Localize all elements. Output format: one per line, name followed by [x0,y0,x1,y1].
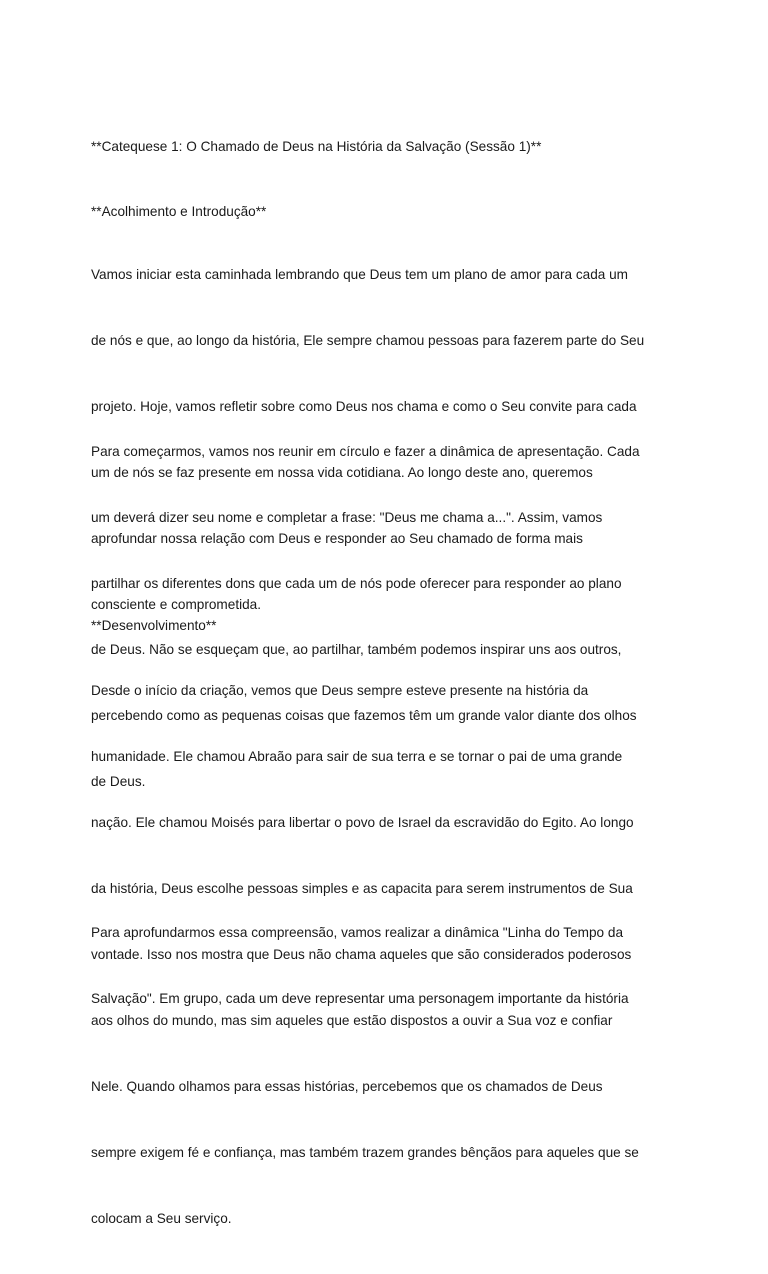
paragraph-line: Nele. Quando olhamos para essas histórias, percebemos que os chamados de Deus [91,1079,603,1094]
heading-text: **Desenvolvimento** [91,618,217,633]
paragraph-line: Desde o início da criação, vemos que Deus sempre esteve presente na história da [91,683,589,698]
paragraph-line: aprofundar nossa relação com Deus e responder ao Seu chamado de forma mais [91,531,583,546]
paragraph-line: nação. Ele chamou Moisés para libertar o povo de Israel da escravidão do Egito. Ao longo [91,815,634,830]
paragraph-line: Vamos iniciar esta caminhada lembrando que Deus tem um plano de amor para cada um [91,267,628,282]
paragraph-line: Salvação". Em grupo, cada um deve representar uma personagem importante da história [91,991,629,1006]
paragraph-timeline-dynamic [91,878,691,1054]
paragraph-line: de Deus. Não se esqueçam que, ao partilhar, também podemos inspirar uns aos outros, [91,642,622,657]
paragraph-line: projeto. Hoje, vamos refletir sobre como Deus nos chama e como o Seu convite para cada [91,399,637,414]
paragraph-line: consciente e comprometida. [91,597,262,612]
paragraph-line: partilhar os diferentes dons que cada um de nós pode oferecer para responder ao plano [91,576,622,591]
paragraph-line: de Deus. [91,774,146,789]
paragraph-line: Para começarmos, vamos nos reunir em círculo e fazer a dinâmica de apresentação. Cada [91,444,640,459]
title-text: **Catequese 1: O Chamado de Deus na História da Salvação (Sessão 1)** [91,139,542,154]
paragraph-line: aos olhos do mundo, mas sim aqueles que estão dispostos a ouvir a Sua voz e confiar [91,1013,613,1028]
heading-text: **Acolhimento e Introdução** [91,204,267,219]
paragraph-line: um de nós se faz presente em nossa vida cotidiana. Ao longo deste ano, queremos [91,465,593,480]
paragraph-line: sempre exigem fé e confiança, mas também trazem grandes bênçãos para aqueles que se [91,1145,639,1160]
paragraph-line: Para aprofundarmos essa compreensão, vamos realizar a dinâmica "Linha do Tempo da [91,925,624,940]
paragraph-line: humanidade. Ele chamou Abraão para sair de sua terra e se tornar o pai de uma grande [91,749,623,764]
paragraph-line: um deverá dizer seu nome e completar a frase: "Deus me chama a...". Assim, vamos [91,510,603,525]
paragraph-line: de nós e que, ao longo da história, Ele sempre chamou pessoas para fazerem parte do Seu [91,333,645,348]
paragraph-line: colocam a Seu serviço. [91,1211,232,1226]
paragraph-line: da história, Deus escolhe pessoas simples e as capacita para serem instrumentos de Sua [91,881,633,896]
paragraph-line: vontade. Isso nos mostra que Deus não chama aqueles que são considerados poderosos [91,947,632,962]
paragraph-line: percebendo como as pequenas coisas que fazemos têm um grande valor diante dos olhos [91,708,637,723]
